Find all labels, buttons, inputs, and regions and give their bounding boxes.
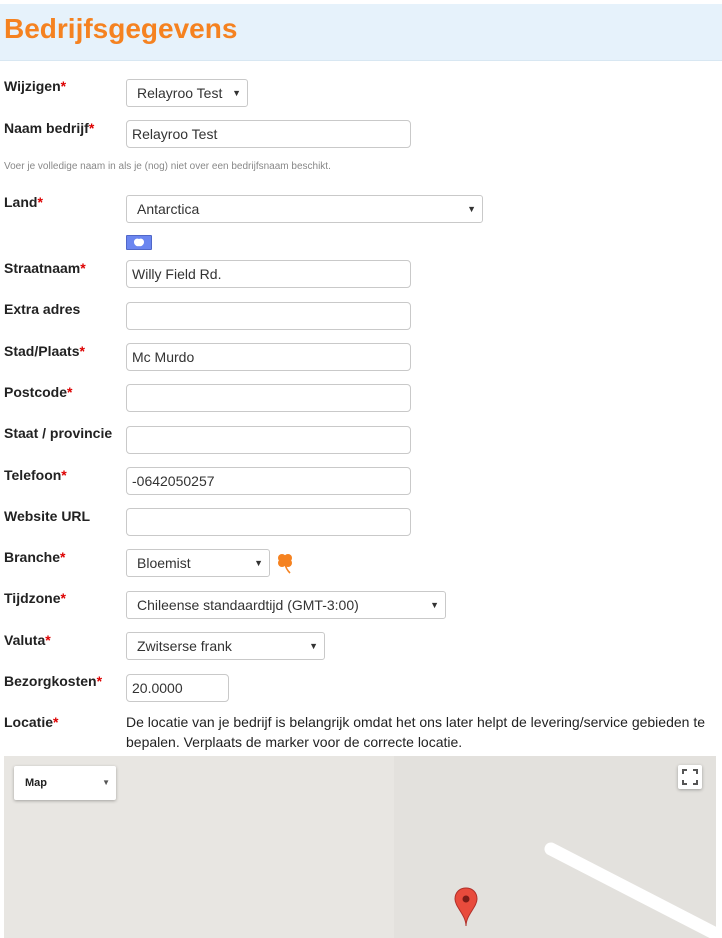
staat-input[interactable] — [126, 426, 411, 454]
tijdzone-select[interactable] — [126, 591, 446, 619]
wijzigen-value: Relayroo Test — [137, 85, 223, 101]
wijzigen-label: Wijzigen* — [4, 78, 67, 94]
map-pin-icon[interactable] — [454, 887, 478, 932]
land-label: Land* — [4, 194, 43, 210]
wijzigen-select[interactable] — [126, 79, 248, 107]
telefoon-label: Telefoon* — [4, 467, 67, 483]
valuta-select[interactable] — [126, 632, 325, 660]
website-input[interactable] — [126, 508, 411, 536]
land-value: Antarctica — [137, 201, 200, 217]
valuta-value: Zwitserse frank — [137, 638, 232, 654]
chevron-down-icon: ▼ — [254, 558, 263, 568]
map-type-control[interactable] — [14, 766, 116, 800]
antarctica-flag-icon — [126, 235, 152, 250]
chevron-down-icon: ▼ — [232, 88, 241, 98]
straatnaam-label: Straatnaam* — [4, 260, 86, 276]
postcode-label: Postcode* — [4, 384, 73, 400]
chevron-down-icon: ▼ — [430, 600, 439, 610]
stad-label: Stad/Plaats* — [4, 343, 85, 359]
chevron-down-icon: ▼ — [467, 204, 476, 214]
fullscreen-icon — [678, 765, 702, 789]
page-header — [0, 4, 722, 61]
location-map[interactable] — [4, 756, 716, 938]
chevron-down-icon: ▼ — [309, 641, 318, 651]
extra-adres-input[interactable] — [126, 302, 411, 330]
valuta-label: Valuta* — [4, 632, 51, 648]
staat-label: Staat / provincie — [4, 425, 113, 441]
telefoon-input[interactable]: -0642050257 — [126, 467, 411, 495]
website-label: Website URL — [4, 508, 91, 524]
naam-bedrijf-label: Naam bedrijf* — [4, 120, 95, 136]
postcode-input[interactable] — [126, 384, 411, 412]
branche-select[interactable] — [126, 549, 270, 577]
naam-bedrijf-input[interactable]: Relayroo Test — [126, 120, 411, 148]
straatnaam-input[interactable]: Willy Field Rd. — [126, 260, 411, 288]
land-select[interactable] — [126, 195, 483, 223]
tijdzone-label: Tijdzone* — [4, 590, 66, 606]
fullscreen-button[interactable] — [678, 765, 702, 789]
branche-label: Branche* — [4, 549, 66, 565]
naam-bedrijf-hint: Voer je volledige naam in als je (nog) niet over een bedrijfsnaam beschikt. — [4, 161, 331, 172]
chevron-down-icon: ▼ — [102, 778, 110, 787]
tijdzone-value: Chileense standaardtijd (GMT-3:00) — [137, 597, 359, 613]
extra-adres-label: Extra adres — [4, 301, 81, 317]
branche-value: Bloemist — [137, 555, 191, 571]
bezorgkosten-input[interactable]: 20.0000 — [126, 674, 229, 702]
locatie-label: Locatie* — [4, 714, 59, 730]
stad-input[interactable]: Mc Murdo — [126, 343, 411, 371]
page-title: Bedrijfsgegevens — [4, 13, 238, 44]
clover-icon — [276, 552, 294, 579]
bezorgkosten-label: Bezorgkosten* — [4, 673, 103, 689]
locatie-description: De locatie van je bedrijf is belangrijk omdat het ons later helpt de levering/service gebieden te bepalen. Verplaats de marker voor de correcte locatie. — [126, 714, 706, 750]
map-type-label: Map — [25, 777, 47, 789]
